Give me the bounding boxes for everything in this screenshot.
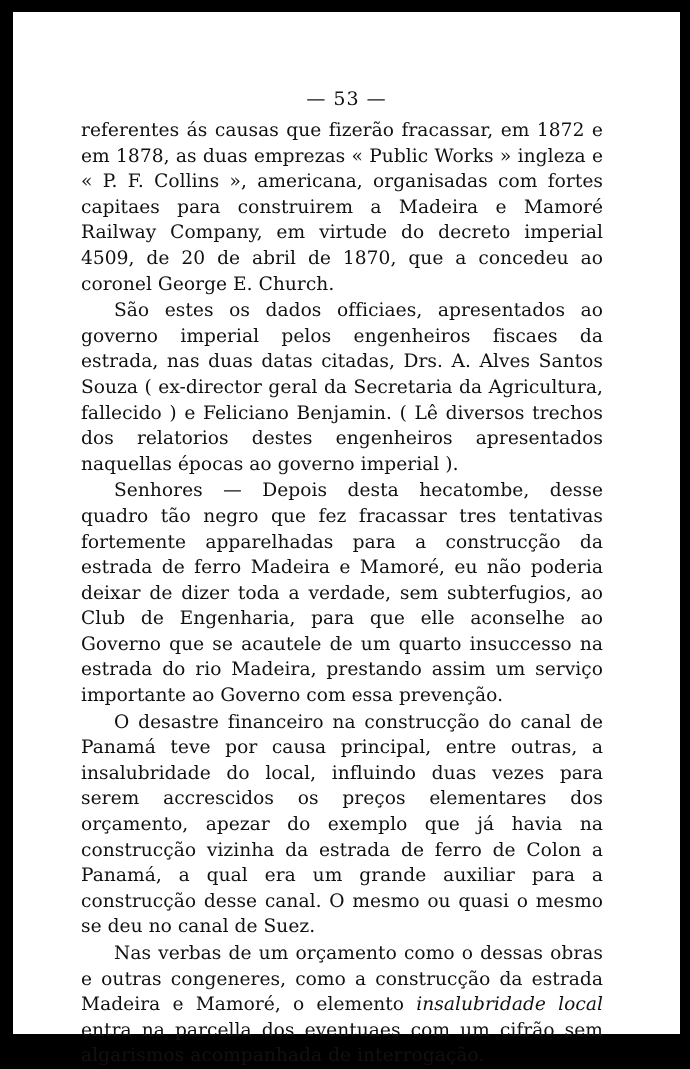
paragraph-5-italic: insalubridade local (416, 994, 603, 1016)
paragraph-2: São estes os dados officiaes, apresentados ao governo imperial pelos engenheiros fiscaes da estrada, nas duas datas citadas, Drs. A. Alves Santos Souza ( ex-director geral da Secretaria da Agricultura, fallecido ) e Feliciano Benjamin. ( Lê diversos trechos dos relatorios destes engenheiros apresentados naquellas épocas ao governo imperial ). (81, 300, 603, 475)
paragraph-4: O desastre financeiro na construcção do canal de Panamá teve por causa principal, entre outras, a insalubridade do local, influindo duas vezes para serem accrescidos os preços elementares dos orçamento, apezar do exemplo que já havia na construcção vizinha da estrada de ferro de Colon a Panamá, a qual era um grande auxiliar para a construcção desse canal. O mesmo ou quasi o mesmo se deu no canal de Suez. (81, 711, 603, 938)
book-page (13, 12, 680, 1067)
paragraph-3: Senhores — Depois desta hecatombe, desse quadro tão negro que fez fracassar tres tentativas fortemente apparelhadas para a construcção da estrada de ferro Madeira e Mamoré, eu não poderia deixar de dizer toda a verdade, sem subterfugios, ao Club de Engenharia, para que elle aconselhe ao Governo que se acautele de um quarto insuccesso na estrada do rio Madeira, prestando assim um serviço importante ao Governo com essa prevenção. (81, 480, 603, 707)
paragraph-5 (81, 941, 603, 1069)
paragraph-5-after: entra na parcella dos eventuaes com um cifrão sem algarismos acompanhada de interrogação. (81, 1019, 603, 1067)
page-number: — 53 — (306, 88, 387, 110)
paragraph-5-before: Nas verbas de um orçamento como o dessas obras e outras congeneres, como a construcção da estrada Madeira e Mamoré, o elemento (81, 943, 603, 1016)
body-text (81, 118, 603, 1069)
paragraph-1: referentes ás causas que fizerão fracassar, em 1872 e em 1878, as duas emprezas « Public Works » ingleza e « P. F. Collins », americana, organisadas com fortes capitaes para construirem a Madeira e Mamoré Railway Company, em virtude do decreto imperial 4509, de 20 de abril de 1870, que a concedeu ao coronel George E. Church. (81, 120, 603, 295)
